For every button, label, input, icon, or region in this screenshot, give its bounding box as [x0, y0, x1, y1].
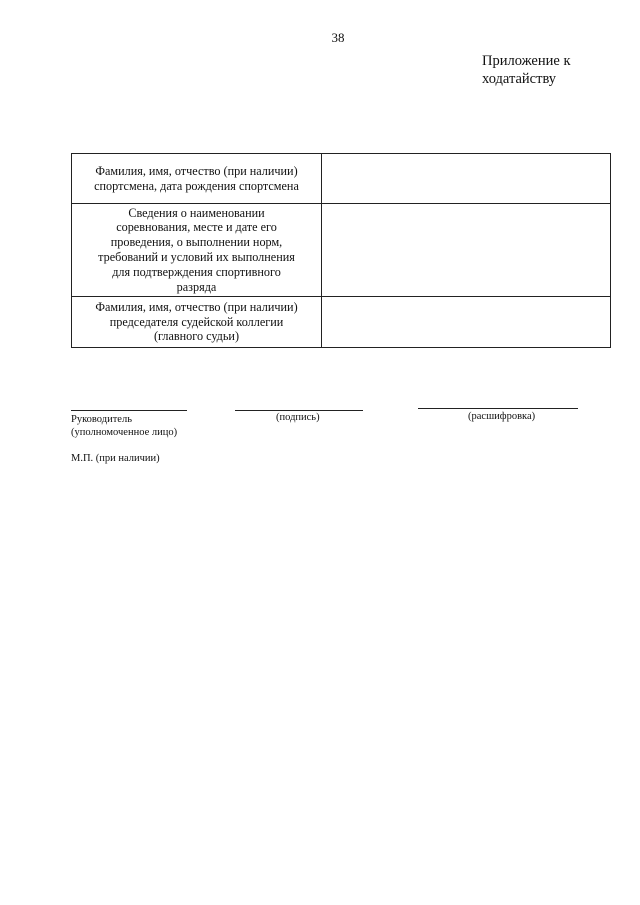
label-athlete-name — [72, 154, 322, 204]
petition-table — [71, 153, 611, 348]
label-line: (главного судьи) — [153, 329, 240, 344]
label-chief-judge — [72, 297, 322, 348]
label-line: спортсмена, дата рождения спортсмена — [94, 178, 299, 193]
head-position-line — [71, 410, 187, 411]
label-line: Сведения о наименовании — [128, 205, 265, 220]
value-competition-info[interactable] — [322, 204, 611, 297]
table-row-competition — [72, 204, 611, 297]
value-athlete-name[interactable] — [322, 154, 611, 204]
label-line: проведения, о выполнении норм, — [110, 235, 283, 250]
label-line: председателя судейской коллегии — [109, 314, 284, 329]
head-sublabel: (уполномоченное лицо) — [71, 427, 178, 438]
value-chief-judge[interactable] — [322, 297, 611, 348]
label-line: Фамилия, имя, отчество (при наличии) — [95, 299, 298, 314]
signature-caption: (подпись) — [276, 412, 320, 423]
table-row-athlete — [72, 154, 611, 204]
label-line: Фамилия, имя, отчество (при наличии) — [95, 163, 298, 178]
head-label: Руководитель — [71, 414, 132, 425]
label-competition-info — [72, 204, 322, 297]
table-row-judge — [72, 297, 611, 348]
label-line: требований и условий их выполнения — [98, 250, 295, 264]
label-line: разряда — [176, 279, 217, 294]
label-line: для подтверждения спортивного — [112, 264, 281, 279]
stamp-label: М.П. (при наличии) — [71, 453, 160, 464]
appendix-line-1: Приложение к — [482, 53, 571, 69]
label-line: соревнования, месте и дате его — [116, 220, 277, 235]
appendix-line-2: ходатайству — [482, 71, 557, 87]
page-number: 38 — [331, 30, 345, 45]
appendix-header — [482, 52, 622, 88]
transcript-caption: (расшифровка) — [468, 411, 536, 422]
transcript-line[interactable] — [418, 408, 578, 409]
